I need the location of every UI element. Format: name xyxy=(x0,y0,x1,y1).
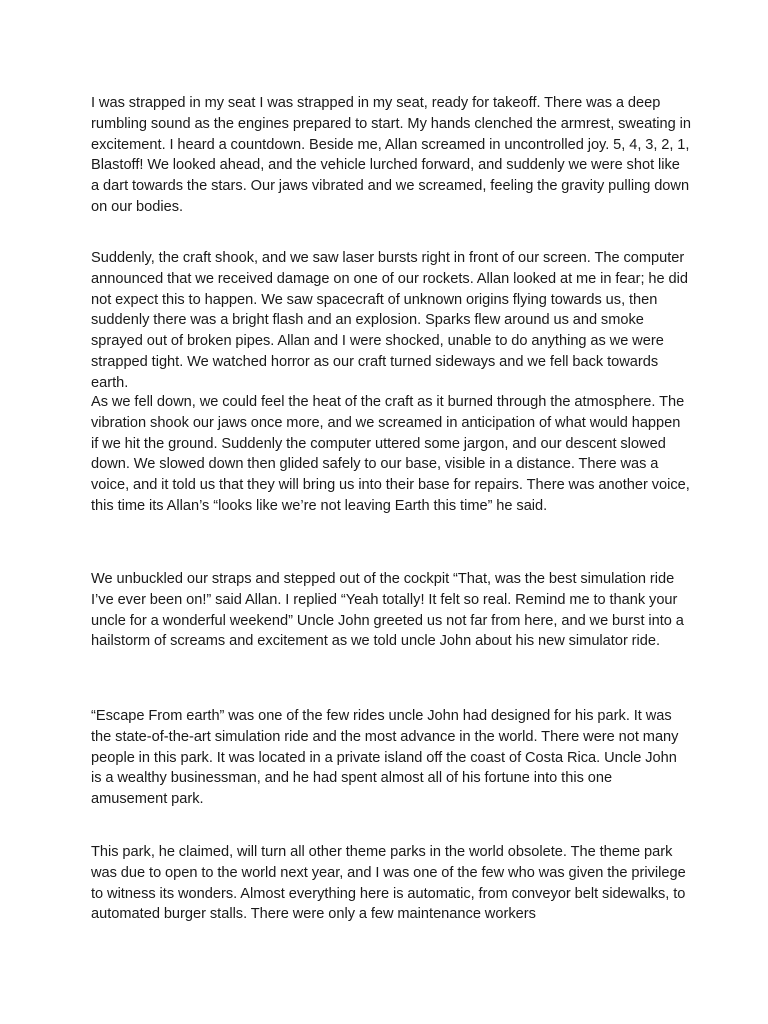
paragraph-escape-from-earth: “Escape From earth” was one of the few rides uncle John had designed for his park. It was the state-of-the-art simulation ride and the most advance in the world. There were not many people in this park. It was located in a private island off the coast of Costa Rica. Uncle John is a wealthy businessman, and he had spent almost all of his fortune into this one amusement park. xyxy=(91,708,679,808)
paragraph-descent: As we fell down, we could feel the heat of the craft as it burned through the atmosphere. The vibration shook our jaws once more, and we screamed in anticipation of what would happen if we hit the ground. Suddenly the computer uttered some jargon, and our descent slowed down. We slowed down then glided safely to our base, visible in a distance. There was a voice, and it told us that they will bring us into their base for repairs. There was another voice, this time its Allan’s “looks like we’re not leaving Earth this time” he said. xyxy=(91,394,690,514)
paragraph-takeoff: I was strapped in my seat I was strapped in my seat, ready for takeoff. There was a deep rumbling sound as the engines prepared to start. My hands clenched the armrest, sweating in excitement. I heard a countdown. Beside me, Allan screamed in uncontrolled joy. 5, 4, 3, 2, 1, Blastoff! We looked ahead, and the vehicle lurched forward, and suddenly we were shot like a dart towards the stars. Our jaws vibrated and we screamed, feeling the gravity pulling down on our bodies. xyxy=(91,95,691,215)
paragraph-theme-park: This park, he claimed, will turn all other theme parks in the world obsolete. The theme park was due to open to the world next year, and I was one of the few who was given the privilege to witness its wonders. Almost everything here is automatic, from conveyor belt sidewalks, to automated burger stalls. There were only a few maintenance workers xyxy=(91,844,686,923)
paragraph-attack: Suddenly, the craft shook, and we saw laser bursts right in front of our screen. The computer announced that we received damage on one of our rockets. Allan looked at me in fear; he did not expect this to happen. We saw spacecraft of unknown origins flying towards us, then suddenly there was a bright flash and an explosion. Sparks flew around us and smoke sprayed out of broken pipes. Allan and I were shocked, unable to do anything as we were strapped tight. We watched horror as our craft turned sideways and we fell back towards earth. xyxy=(91,250,688,391)
paragraph-cockpit-exit: We unbuckled our straps and stepped out of the cockpit “That, was the best simulation ride I’ve ever been on!” said Allan. I replied “Yeah totally! It felt so real. Remind me to thank your uncle for a wonderful weekend” Uncle John greeted us not far from here, and we burst into a hailstorm of screams and excitement as we told uncle John about his new simulator ride. xyxy=(91,571,684,650)
